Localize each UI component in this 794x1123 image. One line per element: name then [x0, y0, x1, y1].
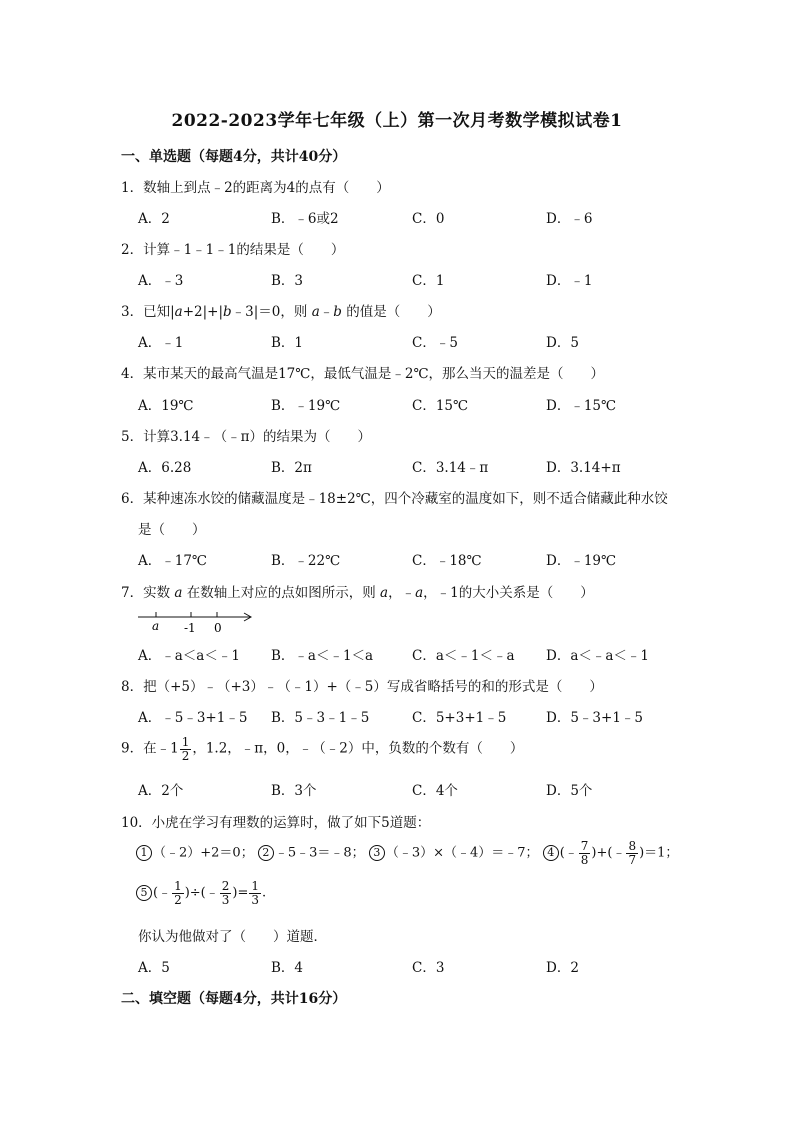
option-a: A．5: [138, 960, 170, 976]
q3-text-part: +2|+|: [182, 304, 224, 320]
option-c: C．a＜﹣1＜﹣a: [412, 648, 515, 664]
question-7-options: [138, 644, 758, 664]
fraction-numerator: 7: [580, 839, 589, 853]
circled-number-1: 1: [136, 845, 152, 861]
variable-b: b: [223, 304, 232, 320]
option-c: C．3: [412, 960, 445, 976]
question-2-options: [138, 269, 758, 289]
fraction-1-3: [249, 880, 261, 906]
label-a: a: [152, 619, 160, 633]
option-d: D．3.14+π: [546, 460, 621, 476]
item-4-part: (﹣: [559, 845, 578, 861]
option-b: B．2π: [271, 460, 312, 476]
option-a: A．2个: [138, 783, 184, 799]
option-c: C．3.14﹣π: [412, 460, 489, 476]
option-c: C．0: [412, 211, 445, 227]
question-3-stem: [121, 300, 441, 320]
item-5-part: )=: [232, 885, 249, 901]
number-line-figure: [138, 608, 258, 636]
fraction-denominator: 7: [628, 852, 637, 867]
item-1-expression: （﹣2）+2＝0；: [153, 845, 254, 861]
option-c: C．1: [412, 273, 445, 289]
fraction-denominator: 3: [251, 892, 260, 907]
section-heading-fill-in: 二、填空题（每题4分，共计16分）: [121, 991, 347, 1007]
q7-text-part: ，﹣1的大小关系是（ ）: [423, 585, 594, 601]
question-9-options: [138, 779, 758, 799]
option-c: C．﹣18℃: [412, 553, 482, 569]
fraction-denominator: 2: [174, 892, 182, 907]
option-d: D．﹣1: [546, 273, 593, 289]
fraction-numerator: 1: [181, 735, 190, 749]
question-10-options: [138, 956, 758, 976]
item-3-expression: （﹣3）×（﹣4）＝﹣7；: [385, 845, 539, 861]
circled-number-4: 4: [543, 845, 559, 861]
option-d: D．﹣19℃: [546, 553, 617, 569]
question-1-options: [138, 207, 758, 227]
q3-text-part: 的值是（ ）: [341, 304, 441, 320]
variable-a: a: [415, 585, 424, 601]
question-6-stem-line-2: 是（ ）: [138, 522, 206, 538]
q3-text-part: ﹣: [319, 304, 334, 320]
option-a: A．2: [138, 211, 170, 227]
option-d: D．﹣15℃: [546, 398, 617, 414]
question-6-options: [138, 549, 758, 569]
question-10-items-line-1: [136, 840, 678, 866]
option-b: B．1: [271, 335, 304, 351]
fraction-7-8: [579, 840, 591, 866]
q7-text-part: 在数轴上对应的点如图所示，则: [182, 585, 381, 601]
circled-number-5: 5: [136, 885, 152, 901]
label-0: 0: [214, 621, 222, 635]
q9-text-part: 9．在﹣1: [121, 740, 179, 757]
option-a: A．﹣1: [138, 335, 184, 351]
circled-number-3: 3: [369, 845, 385, 861]
question-7-stem: [121, 581, 594, 601]
option-d: D．2: [546, 960, 579, 976]
q7-text-part: ，﹣: [388, 585, 416, 601]
option-a: A．﹣17℃: [138, 553, 208, 569]
option-b: B．3个: [271, 783, 317, 799]
fraction-numerator: 8: [628, 839, 637, 853]
fraction-1-2: [172, 880, 184, 906]
section-heading-single-choice: 一、单选题（每题4分，共计40分）: [121, 149, 347, 165]
item-2-expression: ﹣5﹣3＝﹣8；: [274, 845, 365, 861]
question-10-items-line-2: [136, 880, 266, 906]
variable-a: a: [380, 585, 389, 601]
option-a: A．6.28: [138, 460, 192, 476]
label-minus-1: -1: [184, 621, 196, 635]
item-5-part: )÷(﹣: [184, 885, 219, 901]
option-c: C．5+3+1﹣5: [412, 710, 507, 726]
option-b: B．﹣19℃: [271, 398, 341, 414]
option-b: B．﹣a＜﹣1＜a: [271, 648, 374, 664]
question-9-stem: [121, 736, 523, 762]
item-4-part: )+(﹣: [591, 845, 626, 861]
fraction-one-half: [180, 736, 192, 762]
option-d: D．5个: [546, 783, 593, 799]
q3-text-part: 3．已知|: [121, 304, 175, 320]
question-10-ask: 你认为他做对了（ ）道题．: [138, 929, 327, 945]
variable-a: a: [311, 304, 320, 320]
fraction-denominator: 3: [221, 892, 230, 907]
question-4-options: [138, 394, 758, 414]
variable-a: a: [174, 304, 183, 320]
option-c: C．﹣5: [412, 335, 458, 351]
fraction-numerator: 1: [251, 879, 260, 893]
question-8-stem: 8．把（+5）﹣（+3）﹣（﹣1）+（﹣5）写成省略括号的和的形式是（ ）: [121, 679, 603, 695]
fraction-denominator: 8: [580, 852, 589, 867]
fraction-2-3: [220, 880, 232, 906]
option-d: D．5: [546, 335, 579, 351]
question-5-stem: 5．计算3.14﹣（﹣π）的结果为（ ）: [121, 429, 372, 445]
option-b: B．5﹣3﹣1﹣5: [271, 710, 370, 726]
question-4-stem: 4．某市某天的最高气温是17℃，最低气温是﹣2℃，那么当天的温差是（ ）: [121, 366, 605, 382]
question-8-options: [138, 706, 758, 726]
variable-b: b: [333, 304, 342, 320]
variable-a: a: [174, 585, 183, 601]
question-5-options: [138, 456, 758, 476]
item-5-part: (﹣: [153, 885, 172, 901]
fraction-numerator: 1: [174, 879, 182, 893]
q7-text-part: 7．实数: [121, 585, 175, 601]
item-4-part: )＝1；: [639, 845, 679, 861]
question-1-stem: 1．数轴上到点﹣2的距离为4的点有（ ）: [121, 180, 390, 196]
question-3-options: [138, 331, 758, 351]
fraction-8-7: [626, 840, 638, 866]
option-d: D．﹣6: [546, 211, 593, 227]
option-b: B．﹣6或2: [271, 211, 339, 227]
option-c: C．4个: [412, 783, 458, 799]
q3-text-part: ﹣3|＝0，则: [231, 304, 312, 320]
question-2-stem: 2．计算﹣1﹣1﹣1的结果是（ ）: [121, 242, 345, 258]
option-d: D．a＜﹣a＜﹣1: [546, 648, 650, 664]
page-title: 2022-2023学年七年级（上）第一次月考数学模拟试卷1: [171, 111, 623, 131]
option-a: A．﹣5﹣3+1﹣5: [138, 710, 248, 726]
question-10-stem: 10．小虎在学习有理数的运算时，做了如下5道题：: [121, 815, 431, 831]
circled-number-2: 2: [258, 845, 274, 861]
question-6-stem-line-1: 6．某种速冻水饺的储藏温度是﹣18±2℃，四个冷藏室的温度如下，则不适合储藏此种水饺: [121, 491, 668, 507]
option-b: B．﹣22℃: [271, 553, 341, 569]
option-a: A．19℃: [138, 398, 194, 414]
q9-text-part: ，1.2，﹣π，0，﹣（﹣2）中，负数的个数有（ ）: [192, 740, 524, 757]
option-b: B．4: [271, 960, 304, 976]
fraction-numerator: 2: [221, 879, 230, 893]
item-5-part: .: [262, 885, 267, 901]
option-b: B．3: [271, 273, 304, 289]
fraction-denominator: 2: [181, 748, 190, 763]
option-a: A．﹣3: [138, 273, 184, 289]
option-a: A．﹣a＜a＜﹣1: [138, 648, 240, 664]
option-d: D．5﹣3+1﹣5: [546, 710, 643, 726]
option-c: C．15℃: [412, 398, 469, 414]
